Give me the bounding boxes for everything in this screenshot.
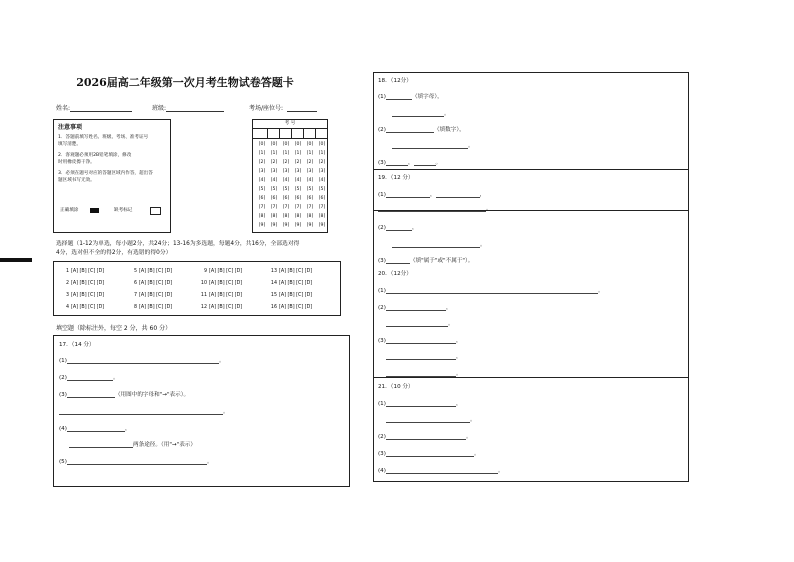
class-field-label: 班级: [152, 103, 224, 112]
answer-blank[interactable] [392, 241, 480, 248]
q21-line-1b: 。 [378, 415, 476, 423]
choice-question-row[interactable] [198, 293, 242, 298]
option-bubbles[interactable]: [A] [B] [C] [D] [139, 293, 173, 298]
answer-blank[interactable] [67, 425, 125, 432]
q18-line-3: (3) ， 。 [378, 160, 442, 166]
q17-line-4b: 两条途径。（用"→"表示） [59, 440, 196, 448]
exam-digit-bubble[interactable]: [4] [306, 178, 314, 183]
exam-digit-bubble[interactable]: [6] [318, 196, 326, 201]
choice-instructions-2: 4分，选对但不全的得2分，有选错的得0分） [56, 250, 172, 256]
exam-digit-bubble[interactable]: [9] [270, 223, 278, 228]
q19-line-2: (2) ， [378, 225, 418, 231]
q21-line-4: (4) 。 [378, 468, 504, 474]
option-bubbles[interactable]: [A] [B] [C] [D] [279, 293, 313, 298]
answer-blank[interactable] [386, 353, 456, 360]
exam-digit-bubble[interactable]: [5] [270, 187, 278, 192]
exam-digit-bubble[interactable]: [1] [318, 151, 326, 156]
choice-question-row[interactable] [198, 269, 242, 274]
q20-line-2: (2) ， [378, 305, 452, 311]
q17-line-3: (3) （用图中的字母和"→"表示）。 [59, 392, 190, 398]
choice-question-row[interactable] [60, 293, 104, 298]
option-bubbles[interactable]: [A] [B] [C] [D] [71, 269, 105, 274]
answer-blank[interactable] [386, 126, 434, 133]
exam-digit-bubble[interactable]: [0] [270, 142, 278, 147]
correct-fill-label: 正确填涂 [60, 208, 79, 213]
option-bubbles[interactable]: [A] [B] [C] [D] [209, 293, 243, 298]
answer-blank[interactable] [386, 433, 466, 440]
exam-digit-bubble[interactable]: [2] [258, 160, 266, 165]
choice-question-row[interactable] [128, 305, 172, 310]
exam-digit-bubble[interactable]: [1] [294, 151, 302, 156]
option-bubbles[interactable]: [A] [B] [C] [D] [139, 281, 173, 286]
exam-digit-bubble[interactable]: [3] [294, 169, 302, 174]
q17-title: 17．（14 分） [59, 342, 95, 348]
fill-heading: 填空题（除标注外，每空 2 分，共 60 分） [56, 325, 172, 332]
answer-blank[interactable] [414, 159, 436, 166]
question-number: 2 [65, 281, 69, 286]
answer-blank[interactable] [386, 93, 412, 100]
option-bubbles[interactable]: [A] [B] [C] [D] [209, 281, 243, 286]
name-field-label: 姓名: [56, 103, 132, 112]
q17-line-2: (2) 。 [59, 375, 119, 381]
exam-digit-bubble[interactable]: [1] [282, 151, 290, 156]
exam-digit-bubble[interactable]: [5] [258, 187, 266, 192]
exam-digit-bubble[interactable]: [2] [270, 160, 278, 165]
exam-number-grid [252, 119, 328, 233]
option-bubbles[interactable]: [A] [B] [C] [D] [279, 269, 313, 274]
exam-digit-bubble[interactable]: [1] [258, 151, 266, 156]
answer-blank[interactable] [386, 450, 474, 457]
exam-digit-bubble[interactable]: [3] [258, 169, 266, 174]
exam-number-heading: 考 号 [284, 121, 296, 126]
exam-digit-bubble[interactable]: [0] [294, 142, 302, 147]
notice-line: 3．必须在题号对应的答题区域内作答，超出答 [58, 171, 153, 176]
q20-line-3c: 。 [378, 369, 462, 377]
question-number: 12 [200, 305, 207, 310]
choice-question-row[interactable] [128, 281, 172, 286]
exam-digit-bubble[interactable]: [7] [270, 205, 278, 210]
q17-line-3b: 。 [59, 407, 229, 415]
answer-blank[interactable] [378, 205, 486, 212]
exam-digit-bubble[interactable]: [2] [294, 160, 302, 165]
q19-line-3: (3) （填"属于"或"不属于"）。 [378, 258, 474, 264]
question-number: 13 [270, 269, 277, 274]
answer-blank[interactable] [386, 337, 456, 344]
exam-digit-bubble[interactable]: [5] [318, 187, 326, 192]
choice-question-row[interactable] [60, 269, 104, 274]
q18-line-2: (2) （填数字）， [378, 127, 465, 133]
answer-blank[interactable] [386, 191, 430, 198]
option-bubbles[interactable]: [A] [B] [C] [D] [279, 281, 313, 286]
choice-question-row[interactable] [268, 293, 312, 298]
option-bubbles[interactable]: [A] [B] [C] [D] [139, 269, 173, 274]
question-number: 5 [133, 269, 137, 274]
page-title: 2026届高二年级第一次月考生物试卷答题卡 [76, 76, 294, 89]
choice-question-row[interactable] [60, 281, 104, 286]
exam-digit-bubble[interactable]: [6] [306, 196, 314, 201]
notice-box [53, 119, 171, 233]
answer-blank[interactable] [67, 458, 207, 465]
choice-instructions: 选择题（1-12为单选，每小题2分，共24分；13-16为多选题，每题4分，共16分，全部选对得 [56, 241, 300, 247]
q18-line-2b: 。 [378, 141, 474, 149]
option-bubbles[interactable]: [A] [B] [C] [D] [71, 305, 105, 310]
answer-blank[interactable] [386, 400, 456, 407]
exam-digit-bubble[interactable]: [4] [294, 178, 302, 183]
exam-digit-bubble[interactable]: [8] [318, 214, 326, 219]
q18-title: 18．（12分） [378, 78, 412, 84]
q20-title: 20．（12分） [378, 271, 412, 277]
answer-blank[interactable] [59, 408, 223, 415]
exam-digit-bubble[interactable]: [5] [306, 187, 314, 192]
q17-line-5: (5) 。 [59, 459, 213, 465]
choice-question-row[interactable] [268, 281, 312, 286]
seat-field-label: 考场/座位号: [249, 103, 317, 112]
question-number: 8 [133, 305, 137, 310]
exam-digit-bubble[interactable]: [4] [270, 178, 278, 183]
exam-digit-bubble[interactable]: [5] [282, 187, 290, 192]
q18-line-1: (1) （填字母）， [378, 94, 443, 100]
choice-question-row[interactable] [128, 269, 172, 274]
exam-digit-bubble[interactable]: [8] [270, 214, 278, 219]
exam-digit-bubble[interactable]: [9] [318, 223, 326, 228]
notice-line: 时用橡皮擦干净。 [58, 160, 95, 165]
q19-line-1b: 。 [378, 204, 492, 212]
question-number: 3 [65, 293, 69, 298]
question-number: 4 [65, 305, 69, 310]
answer-blank[interactable] [67, 391, 115, 398]
exam-digit-bubble[interactable]: [8] [258, 214, 266, 219]
exam-digit-bubble[interactable]: [2] [318, 160, 326, 165]
exam-digit-bubble[interactable]: [3] [306, 169, 314, 174]
exam-digit-bubble[interactable]: [0] [282, 142, 290, 147]
option-bubbles[interactable]: [A] [B] [C] [D] [279, 305, 313, 310]
q20-line-3b: ， [378, 352, 462, 360]
question-number: 14 [270, 281, 277, 286]
notice-line: 填写清楚。 [58, 142, 81, 147]
exam-digit-bubble[interactable]: [3] [318, 169, 326, 174]
notice-line: 题区域书写无效。 [58, 178, 95, 183]
exam-digit-bubble[interactable]: [9] [282, 223, 290, 228]
choice-question-row[interactable] [128, 293, 172, 298]
answer-blank[interactable] [386, 159, 408, 166]
exam-digit-bubble[interactable]: [8] [282, 214, 290, 219]
option-bubbles[interactable]: [A] [B] [C] [D] [209, 269, 243, 274]
notice-heading: 注意事项 [58, 124, 83, 131]
class-field[interactable] [166, 105, 224, 112]
answer-blank[interactable] [386, 320, 448, 327]
q20-line-1: (1) 。 [378, 288, 604, 294]
exam-digit-bubble[interactable]: [0] [306, 142, 314, 147]
exam-digit-bubble[interactable]: [6] [294, 196, 302, 201]
q21-line-3: (3) 。 [378, 451, 480, 457]
answer-blank[interactable] [67, 357, 219, 364]
exam-digit-bubble[interactable]: [5] [294, 187, 302, 192]
option-bubbles[interactable]: [A] [B] [C] [D] [139, 305, 173, 310]
exam-digit-bubble[interactable]: [4] [258, 178, 266, 183]
answer-blank[interactable] [386, 224, 412, 231]
q21-line-1: (1) ， [378, 401, 462, 407]
question-number: 9 [203, 269, 207, 274]
missing-mark-box[interactable] [150, 207, 161, 215]
answer-blank[interactable] [436, 191, 480, 198]
question-number: 16 [270, 305, 277, 310]
q19-line-1: (1) ， ， [378, 192, 486, 198]
answer-blank[interactable] [392, 110, 444, 117]
exam-digit-bubble[interactable]: [4] [318, 178, 326, 183]
exam-digit-bubble[interactable]: [6] [258, 196, 266, 201]
exam-digit-bubble[interactable]: [8] [306, 214, 314, 219]
missing-mark-label: 缺考标记 [114, 208, 133, 213]
q19-line-2b: 。 [378, 240, 486, 248]
exam-digit-bubble[interactable]: [8] [294, 214, 302, 219]
answer-blank[interactable] [69, 441, 133, 448]
exam-digit-bubble[interactable]: [0] [318, 142, 326, 147]
exam-digit-bubble[interactable]: [9] [306, 223, 314, 228]
notice-line: 1．答题前填写姓名、班级、考场、准考证号 [58, 135, 149, 140]
q17-box [53, 335, 350, 487]
exam-digit-bubble[interactable]: [6] [270, 196, 278, 201]
q20-line-2b: 。 [378, 319, 454, 327]
choice-question-row[interactable] [198, 305, 242, 310]
exam-digit-bubble[interactable]: [7] [318, 205, 326, 210]
q21-line-2: (2) 。 [378, 434, 472, 440]
choice-answer-box [53, 261, 341, 316]
right-answer-box [373, 72, 689, 482]
exam-digit-bubble[interactable]: [0] [258, 142, 266, 147]
answer-blank[interactable] [386, 304, 446, 311]
answer-blank[interactable] [386, 416, 470, 423]
option-bubbles[interactable]: [A] [B] [C] [D] [71, 281, 105, 286]
exam-digit-bubble[interactable]: [6] [282, 196, 290, 201]
exam-digit-bubble[interactable]: [7] [306, 205, 314, 210]
q21-title: 21．（10 分） [378, 384, 414, 390]
correct-fill-sample [90, 208, 99, 213]
name-field[interactable] [70, 105, 132, 112]
exam-digit-bubble[interactable]: [3] [282, 169, 290, 174]
option-bubbles[interactable]: [A] [B] [C] [D] [209, 305, 243, 310]
choice-question-row[interactable] [268, 305, 312, 310]
notice-line: 2．客观题必须用2B铅笔填涂，修改 [58, 153, 132, 158]
exam-digit-bubble[interactable]: [7] [258, 205, 266, 210]
question-number: 15 [270, 293, 277, 298]
question-number: 10 [200, 281, 207, 286]
seat-field[interactable] [287, 105, 317, 112]
exam-digit-bubble[interactable]: [7] [294, 205, 302, 210]
choice-question-row[interactable] [198, 281, 242, 286]
exam-digit-bubble[interactable]: [2] [306, 160, 314, 165]
exam-digit-bubble[interactable]: [1] [270, 151, 278, 156]
exam-digit-bubble[interactable]: [9] [258, 223, 266, 228]
q17-line-1: (1) 。 [59, 358, 225, 364]
answer-blank[interactable] [67, 374, 113, 381]
question-number: 11 [200, 293, 207, 298]
exam-digit-bubble[interactable]: [2] [282, 160, 290, 165]
question-number: 6 [133, 281, 137, 286]
exam-digit-bubble[interactable]: [4] [282, 178, 290, 183]
answer-blank[interactable] [386, 287, 598, 294]
margin-mark [0, 258, 32, 262]
answer-blank[interactable] [386, 370, 456, 377]
exam-digit-bubble[interactable]: [9] [294, 223, 302, 228]
answer-blank[interactable] [386, 467, 498, 474]
choice-question-row[interactable] [268, 269, 312, 274]
answer-blank[interactable] [392, 142, 468, 149]
q20-line-3: (3) ， [378, 338, 462, 344]
answer-blank[interactable] [386, 257, 410, 264]
q19-title: 19．（12 分） [378, 175, 414, 181]
question-number: 7 [133, 293, 137, 298]
choice-question-row[interactable] [60, 305, 104, 310]
question-number: 1 [65, 269, 69, 274]
q17-line-4: (4) ， [59, 426, 131, 432]
exam-digit-bubble[interactable]: [3] [270, 169, 278, 174]
exam-digit-bubble[interactable]: [7] [282, 205, 290, 210]
q18-line-1b: 。 [378, 109, 450, 117]
exam-digit-bubble[interactable]: [1] [306, 151, 314, 156]
option-bubbles[interactable]: [A] [B] [C] [D] [71, 293, 105, 298]
